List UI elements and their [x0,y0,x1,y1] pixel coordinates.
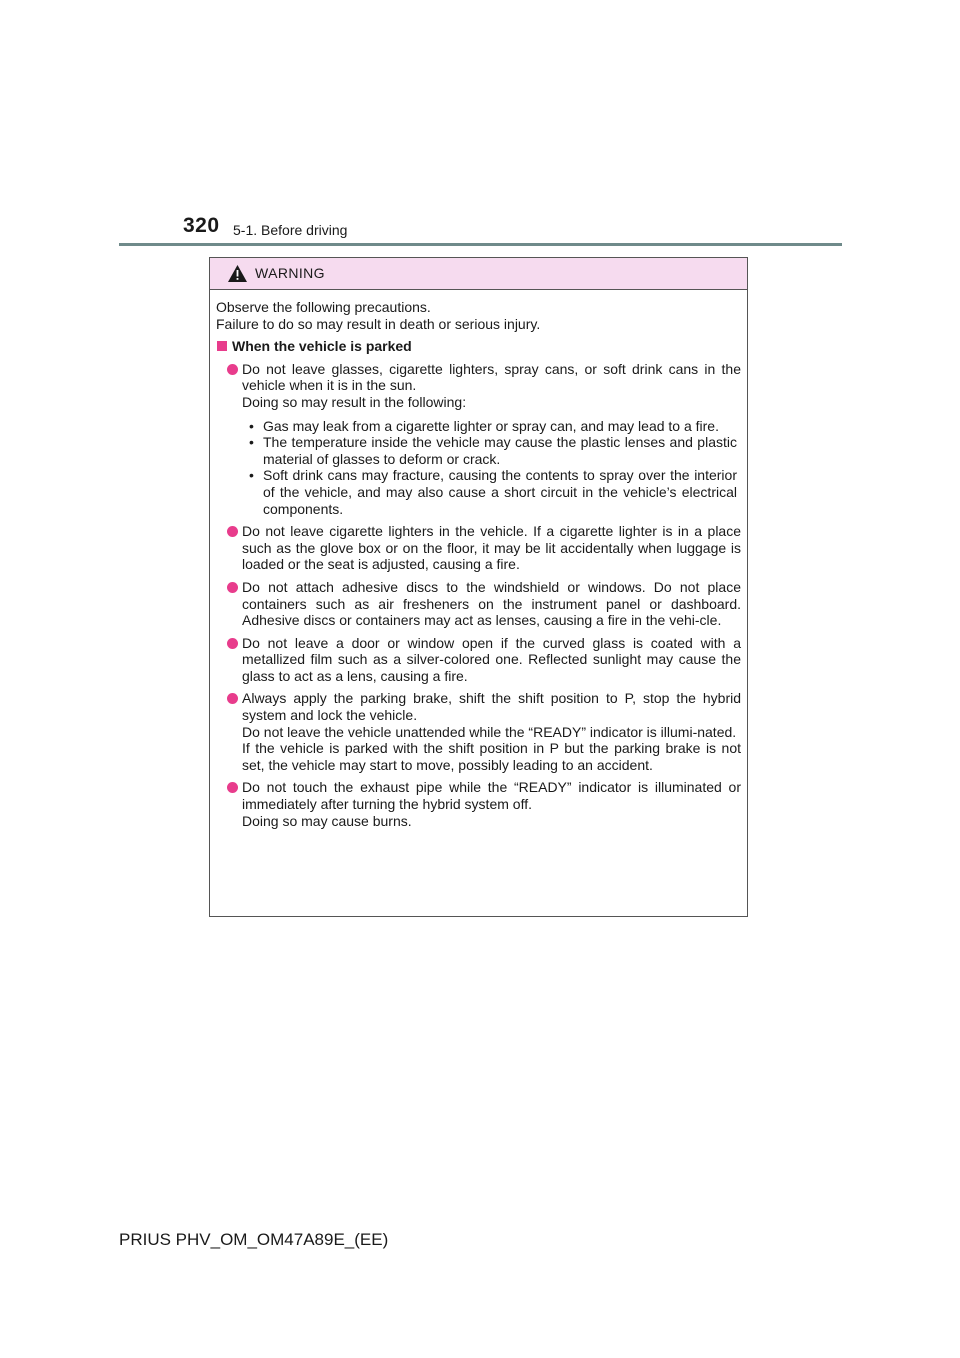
warning-intro [216,299,741,332]
list-item [216,579,741,629]
item-text: Do not leave cigarette lighters in the vehicle. If a cigarette lighter is in a place such as the glove box or on the floor, it may be lit accidentally when luggage is loaded or the seat is adjusted, causing a fire. [242,523,741,573]
item-text: Do not attach adhesive discs to the windshield or windows. Do not place containers such as air fresheners on the instrument panel or dashboard. Adhesive discs or containers may act as lenses, causing a fire in the vehi-cle. [242,578,741,629]
subheading [216,338,741,355]
sub-item-text: Gas may leak from a cigarette lighter or spray can, and may lead to a fire. [263,417,719,434]
item-text: Always apply the parking brake, shift the shift position to P, stop the hybrid system and lock the vehicle. [242,690,741,724]
intro-line: Observe the following precautions. [216,299,431,315]
circle-bullet-icon [227,638,238,649]
middle-dot-bullet-icon: • [249,467,254,484]
sub-list-item [249,418,737,435]
circle-bullet-icon [227,693,238,704]
header-rule [119,243,842,246]
circle-bullet-icon [227,582,238,593]
item-text: Doing so may cause burns. [242,812,412,829]
item-text: Doing so may result in the following: [242,393,467,410]
item-text: Do not leave a door or window open if the curved glass is coated with a metallized film such as a silver-colored one. Reflected sunlight may cause the glass to act as a lens, causing a fire. [242,634,741,684]
page-number: 320 [183,214,220,237]
item-text: Do not touch the exhaust pipe while the “READY” indicator is illuminated or immediately after turning the hybrid system off. [242,779,741,813]
item-text: If the vehicle is parked with the shift position in P but the parking brake is not set, the vehicle may start to move, possibly leading to an accident. [242,740,741,773]
warning-header [210,258,747,290]
item-text: Do not leave glasses, cigarette lighters, spray cans, or soft drink cans in the vehicle when it is in the sun. [242,360,741,394]
list-item [216,361,741,517]
sub-item-text: Soft drink cans may fracture, causing the contents to spray over the interior of the vehicle, and may also cause a short circuit in the vehicle’s electrical components. [263,467,737,517]
sub-list-item [249,467,737,517]
sub-list [242,418,741,518]
middle-dot-bullet-icon: • [249,434,254,451]
sub-list-item [249,434,737,467]
item-text: Do not leave the vehicle unattended while the “READY” indicator is illumi-nated. [242,723,737,740]
middle-dot-bullet-icon: • [249,417,254,434]
intro-line: Failure to do so may result in death or serious injury. [216,315,541,332]
circle-bullet-icon [227,782,238,793]
warning-triangle-icon [227,264,248,283]
list-item [216,523,741,573]
warning-title: WARNING [255,265,325,281]
document-code: PRIUS PHV_OM_OM47A89E_(EE) [119,1230,389,1249]
subheading-text: When the vehicle is parked [232,338,412,355]
sub-item-text: The temperature inside the vehicle may cause the plastic lenses and plastic material of glasses to deform or crack. [263,434,737,467]
list-item [216,779,741,829]
square-bullet-icon [217,341,227,351]
warning-box [209,257,748,917]
circle-bullet-icon [227,364,238,375]
circle-bullet-icon [227,526,238,537]
section-title: 5-1. Before driving [233,222,348,238]
warning-body [210,290,747,829]
list-item [216,635,741,685]
list-item [216,690,741,773]
